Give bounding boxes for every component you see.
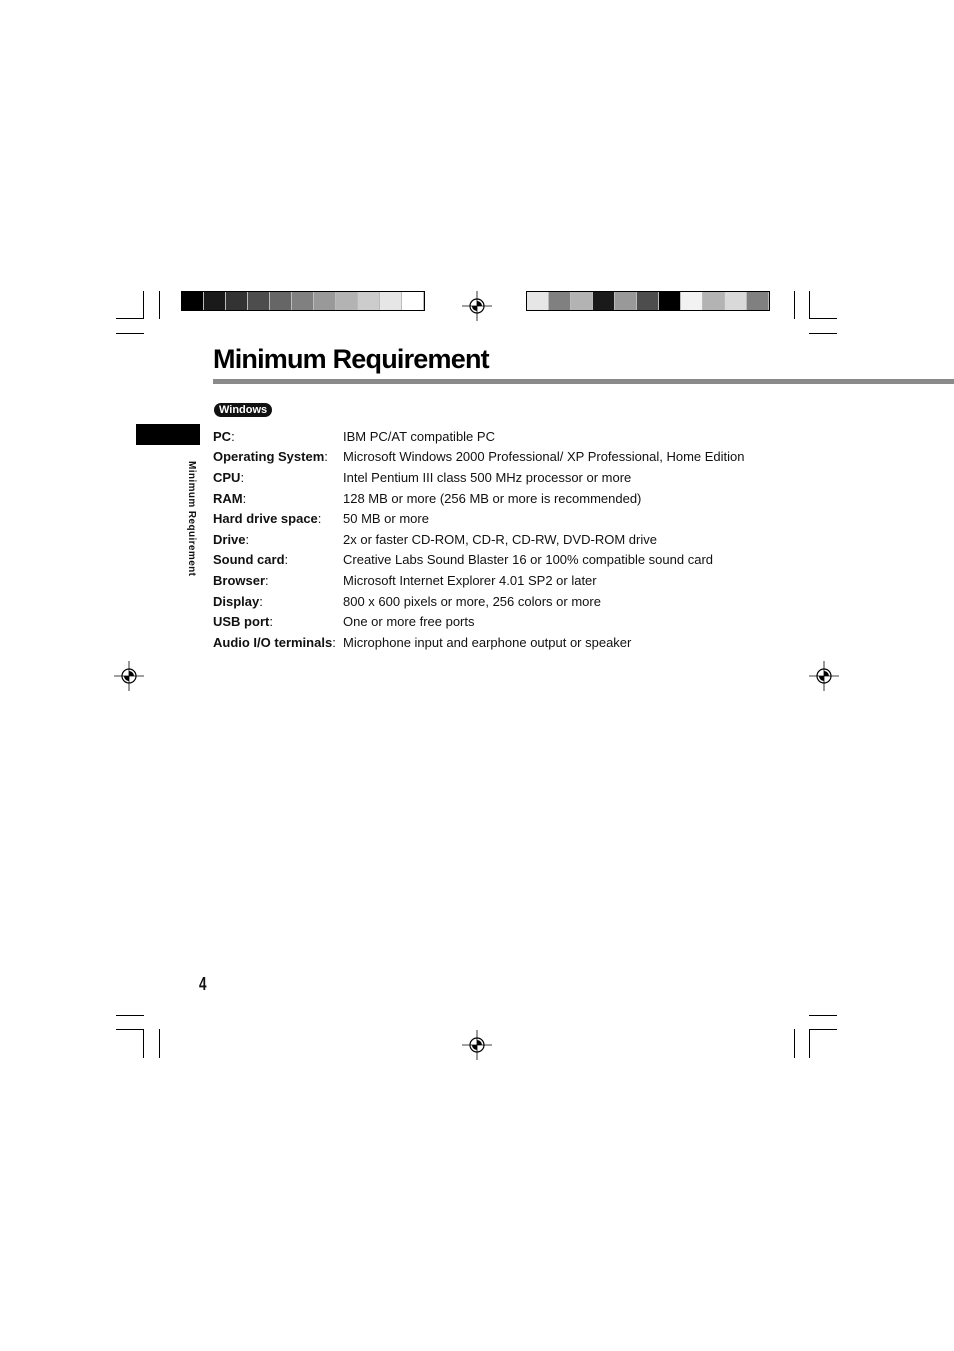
registration-mark-icon [462, 1030, 492, 1060]
requirement-value: IBM PC/AT compatible PC [343, 428, 495, 444]
requirement-row [213, 426, 745, 447]
crop-mark [809, 333, 837, 334]
color-swatch [549, 292, 571, 310]
color-swatch [270, 292, 292, 310]
requirement-row [213, 488, 745, 509]
crop-mark [794, 291, 795, 319]
requirements-table [213, 426, 745, 653]
requirement-label: Drive [213, 531, 246, 547]
requirement-row [213, 591, 745, 612]
requirement-value: 50 MB or more [343, 511, 429, 527]
section-tab-marker [136, 424, 200, 445]
requirement-value: Creative Labs Sound Blaster 16 or 100% compatible sound card [343, 552, 713, 568]
crop-mark [809, 291, 810, 319]
requirement-label: PC [213, 428, 232, 444]
crop-mark [143, 291, 144, 319]
requirement-label-cell: Operating System: [213, 449, 328, 465]
requirement-label-cell: RAM: [213, 490, 247, 506]
color-swatch [747, 292, 769, 310]
color-swatch [637, 292, 659, 310]
crop-mark [159, 1029, 160, 1058]
requirement-value: Intel Pentium III class 500 MHz processor or more [343, 469, 632, 485]
requirement-label-cell: Browser: [213, 572, 269, 588]
requirement-row [213, 550, 745, 571]
color-calibration-strip-right [526, 291, 770, 311]
registration-mark-icon [114, 661, 144, 691]
requirement-label: Browser [213, 572, 266, 588]
requirement-label: USB port [213, 614, 270, 630]
color-swatch [681, 292, 703, 310]
color-swatch [292, 292, 314, 310]
requirement-value: Microsoft Internet Explorer 4.01 SP2 or later [343, 572, 597, 588]
color-swatch [615, 292, 637, 310]
crop-mark [794, 1029, 795, 1058]
crop-mark [809, 1015, 837, 1016]
color-calibration-strip-left [181, 291, 425, 311]
requirement-value: Microphone input and earphone output or speaker [343, 634, 632, 650]
color-swatch [380, 292, 402, 310]
requirement-label: CPU [213, 469, 241, 485]
title-rule [213, 379, 954, 384]
requirement-label: Operating System [213, 449, 325, 465]
color-swatch [336, 292, 358, 310]
crop-mark [116, 1015, 144, 1016]
requirement-value: 2x or faster CD-ROM, CD-R, CD-RW, DVD-ROM drive [343, 531, 657, 547]
requirement-label-cell: USB port: [213, 614, 273, 630]
color-swatch [593, 292, 615, 310]
requirement-label-cell: Drive: [213, 531, 250, 547]
page-title: Minimum Requirement [213, 344, 489, 374]
side-section-label: Minimum Requirement [186, 461, 197, 577]
requirement-label: RAM [213, 490, 243, 506]
requirement-label: Sound card [213, 552, 285, 568]
crop-mark [159, 291, 160, 319]
requirement-label-cell: Hard drive space: [213, 511, 322, 527]
requirement-label-cell: Audio I/O terminals: [213, 634, 336, 650]
requirement-label: Audio I/O terminals [213, 634, 333, 650]
requirement-label-cell: CPU: [213, 469, 245, 485]
requirement-value: 800 x 600 pixels or more, 256 colors or more [343, 593, 601, 609]
requirement-label: Hard drive space [213, 511, 318, 527]
registration-mark-icon [809, 661, 839, 691]
requirement-value: 128 MB or more (256 MB or more is recommended) [343, 490, 642, 506]
requirement-value: Microsoft Windows 2000 Professional/ XP Professional, Home Edition [343, 449, 745, 465]
color-swatch [703, 292, 725, 310]
registration-mark-icon [462, 291, 492, 321]
color-swatch [659, 292, 681, 310]
crop-mark [143, 1029, 144, 1058]
requirement-row [213, 632, 745, 653]
color-swatch [248, 292, 270, 310]
crop-mark [116, 333, 144, 334]
color-swatch [402, 292, 424, 310]
color-swatch [204, 292, 226, 310]
requirement-row [213, 467, 745, 488]
requirement-label-cell: PC: [213, 428, 235, 444]
crop-mark [809, 1029, 837, 1030]
color-swatch [226, 292, 248, 310]
crop-mark [116, 1029, 144, 1030]
requirement-row [213, 529, 745, 550]
color-swatch [182, 292, 204, 310]
color-swatch [571, 292, 593, 310]
requirement-row [213, 508, 745, 529]
color-swatch [314, 292, 336, 310]
requirement-row [213, 447, 745, 468]
requirement-label: Display [213, 593, 260, 609]
requirement-row [213, 570, 745, 591]
color-swatch [527, 292, 549, 310]
crop-mark [809, 318, 837, 319]
requirement-value: One or more free ports [343, 614, 475, 630]
requirement-label-cell: Sound card: [213, 552, 289, 568]
color-swatch [725, 292, 747, 310]
crop-mark [809, 1029, 810, 1058]
requirement-row [213, 611, 745, 632]
crop-mark [116, 318, 144, 319]
requirement-label-cell: Display: [213, 593, 263, 609]
os-badge: Windows [214, 403, 272, 417]
color-swatch [358, 292, 380, 310]
page-number: 4 [199, 974, 207, 994]
